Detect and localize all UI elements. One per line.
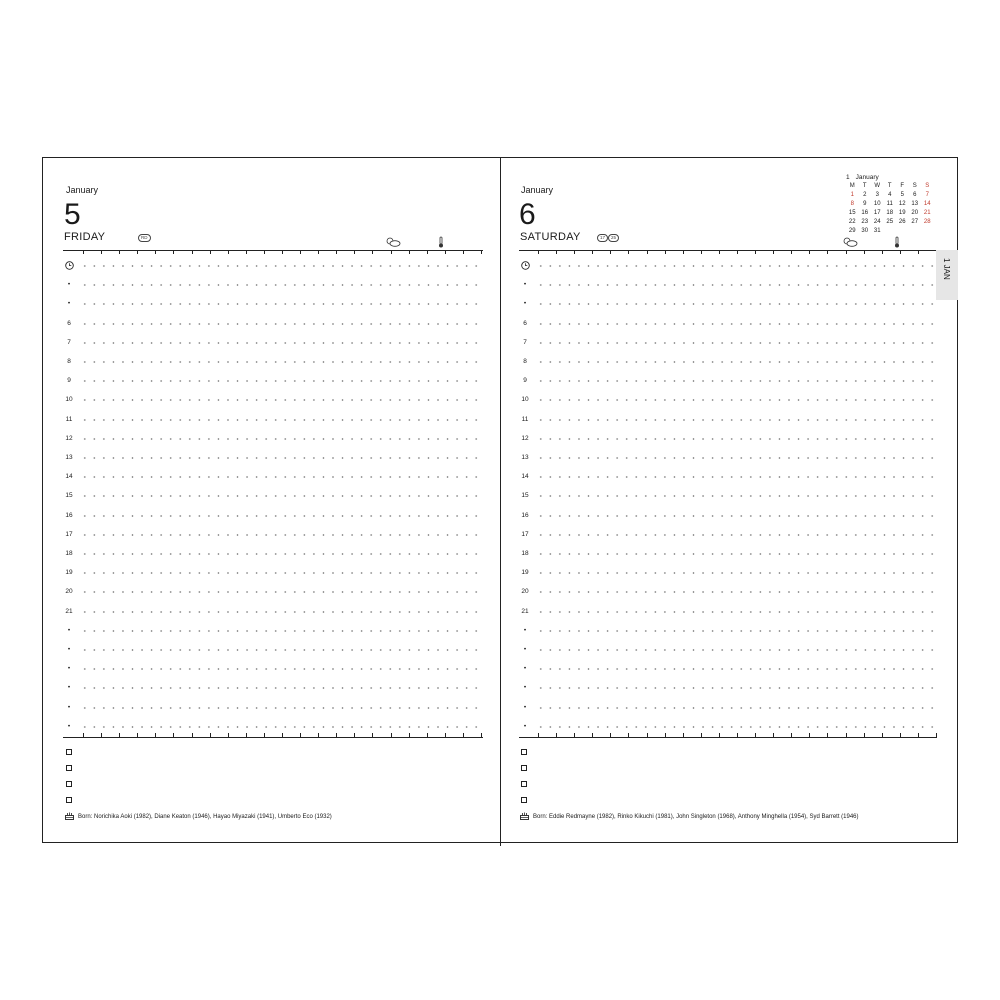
month-index-tab[interactable] bbox=[936, 250, 958, 300]
column-tick bbox=[318, 250, 319, 254]
column-tick bbox=[610, 250, 611, 254]
hour-label: 6 bbox=[67, 319, 71, 327]
dotted-row[interactable] bbox=[80, 323, 484, 325]
column-tick bbox=[701, 250, 702, 254]
column-tick bbox=[574, 250, 575, 254]
column-tick bbox=[336, 250, 337, 254]
column-tick bbox=[864, 733, 865, 737]
checkbox-icon[interactable] bbox=[521, 765, 527, 771]
dotted-row[interactable] bbox=[536, 611, 940, 613]
left-day-number: 5 bbox=[64, 198, 81, 231]
checkbox-icon[interactable] bbox=[66, 765, 72, 771]
right-badge-1: 17 bbox=[597, 234, 608, 242]
dotted-row[interactable] bbox=[80, 303, 484, 305]
hour-label: • bbox=[67, 703, 71, 711]
column-tick bbox=[773, 733, 774, 737]
dotted-row[interactable] bbox=[80, 534, 484, 536]
column-tick bbox=[900, 733, 901, 737]
column-tick bbox=[318, 733, 319, 737]
mini-calendar-date[interactable]: 7 bbox=[925, 192, 929, 198]
dotted-row[interactable] bbox=[536, 342, 940, 344]
dotted-row[interactable] bbox=[80, 476, 484, 478]
mini-calendar-date[interactable]: 25 bbox=[886, 219, 894, 225]
mini-calendar-date[interactable]: 12 bbox=[898, 201, 906, 207]
dotted-row[interactable] bbox=[536, 303, 940, 305]
hour-label: 11 bbox=[521, 415, 529, 423]
mini-calendar-date[interactable]: 30 bbox=[861, 228, 869, 234]
mini-calendar-weekday: M bbox=[849, 183, 855, 189]
column-tick bbox=[683, 733, 684, 737]
column-tick bbox=[481, 250, 482, 254]
dotted-row[interactable] bbox=[536, 323, 940, 325]
column-tick bbox=[918, 250, 919, 254]
mini-calendar-date[interactable]: 31 bbox=[873, 228, 881, 234]
hour-label: 18 bbox=[521, 550, 529, 557]
mini-calendar-weekday: W bbox=[874, 183, 881, 189]
mini-calendar-date[interactable]: 21 bbox=[923, 210, 931, 216]
dotted-row[interactable] bbox=[80, 707, 484, 709]
left-moon-badge: RD bbox=[138, 234, 151, 242]
dotted-row[interactable] bbox=[536, 419, 940, 421]
column-tick bbox=[481, 733, 482, 737]
column-tick bbox=[755, 733, 756, 737]
right-birthdays: Born: Eddie Redmayne (1982), Rinko Kikuchi (1981), John Singleton (1968), Anthony Minghella (1954), Syd Barrett (1946) bbox=[533, 814, 859, 820]
hour-label: 13 bbox=[521, 454, 529, 461]
hour-label: • bbox=[67, 626, 71, 634]
column-tick bbox=[372, 250, 373, 254]
dotted-row[interactable] bbox=[80, 649, 484, 651]
left-birthdays: Born: Norichika Aoki (1982), Diane Keaton (1946), Hayao Miyazaki (1941), Umberto Eco (1932) bbox=[78, 814, 332, 820]
hour-label: 6 bbox=[523, 319, 527, 327]
checkbox-icon[interactable] bbox=[66, 797, 72, 803]
hour-label: • bbox=[67, 300, 71, 308]
column-tick bbox=[409, 250, 410, 254]
column-tick bbox=[155, 250, 156, 254]
dotted-row[interactable] bbox=[536, 649, 940, 651]
mini-calendar-date[interactable]: 3 bbox=[875, 192, 879, 198]
thermometer-icon bbox=[893, 236, 901, 248]
hour-label: 20 bbox=[65, 588, 73, 596]
column-tick bbox=[846, 733, 847, 737]
column-tick bbox=[137, 733, 138, 737]
column-tick bbox=[173, 733, 174, 737]
thermometer-icon bbox=[437, 236, 445, 248]
dotted-row[interactable] bbox=[80, 399, 484, 401]
right-badge-2: 25 bbox=[608, 234, 619, 242]
left-month: January bbox=[66, 185, 99, 195]
column-tick bbox=[264, 250, 265, 254]
column-tick bbox=[354, 733, 355, 737]
hour-label: 10 bbox=[521, 396, 529, 404]
column-tick bbox=[683, 250, 684, 254]
mini-calendar-date bbox=[909, 228, 922, 235]
dotted-row[interactable] bbox=[536, 534, 940, 536]
hour-label: 21 bbox=[521, 607, 529, 615]
right-weekday: SATURDAY bbox=[520, 231, 581, 243]
cake-icon bbox=[65, 812, 74, 820]
mini-calendar-month-number: 1 bbox=[846, 174, 850, 181]
right-month: January bbox=[521, 185, 554, 195]
column-tick bbox=[463, 250, 464, 254]
column-tick bbox=[282, 250, 283, 254]
hour-label: 12 bbox=[521, 434, 529, 442]
column-tick bbox=[827, 733, 828, 737]
left-weekday: FRIDAY bbox=[64, 231, 106, 243]
column-tick bbox=[827, 250, 828, 254]
column-tick bbox=[882, 250, 883, 254]
column-tick bbox=[936, 733, 937, 737]
dotted-row[interactable] bbox=[536, 591, 940, 593]
column-tick bbox=[538, 250, 539, 254]
hour-label: 16 bbox=[521, 511, 529, 519]
column-tick bbox=[101, 733, 102, 737]
column-tick bbox=[409, 733, 410, 737]
mini-calendar-date bbox=[884, 228, 897, 235]
column-tick bbox=[391, 250, 392, 254]
hour-label: • bbox=[67, 665, 71, 673]
hour-label: • bbox=[67, 281, 71, 289]
mini-calendar-date[interactable]: 24 bbox=[873, 219, 881, 225]
dotted-row[interactable] bbox=[536, 726, 940, 728]
mini-calendar-weekday: T bbox=[887, 183, 892, 189]
hour-label: • bbox=[67, 646, 71, 653]
hour-label: 18 bbox=[65, 550, 73, 557]
hour-label: 14 bbox=[65, 473, 73, 481]
column-tick bbox=[336, 733, 337, 737]
mini-calendar-date[interactable]: 6 bbox=[913, 192, 917, 198]
mini-calendar-date[interactable]: 4 bbox=[888, 192, 892, 198]
mini-calendar-date bbox=[896, 228, 909, 235]
column-tick bbox=[155, 733, 156, 737]
column-tick bbox=[665, 250, 666, 254]
dotted-row[interactable] bbox=[80, 726, 484, 728]
dotted-row[interactable] bbox=[536, 707, 940, 709]
hour-label: 9 bbox=[67, 377, 71, 385]
hour-label: • bbox=[67, 684, 71, 692]
column-tick bbox=[647, 733, 648, 737]
column-tick bbox=[101, 250, 102, 254]
clock-icon bbox=[521, 261, 530, 270]
dotted-row[interactable] bbox=[80, 515, 484, 517]
hour-label: • bbox=[67, 722, 71, 730]
right-footer-rule bbox=[519, 737, 937, 738]
mini-calendar-month-name: January bbox=[855, 174, 879, 181]
checkbox-icon[interactable] bbox=[66, 749, 72, 755]
mini-calendar-weekday: S bbox=[912, 183, 917, 189]
mini-calendar-grid bbox=[846, 183, 934, 235]
column-tick bbox=[918, 733, 919, 737]
mini-calendar-date[interactable]: 1 bbox=[850, 192, 854, 198]
mini-calendar-date[interactable]: 10 bbox=[873, 201, 881, 207]
mini-calendar-date[interactable]: 20 bbox=[911, 210, 919, 216]
column-tick bbox=[755, 250, 756, 254]
column-tick bbox=[83, 250, 84, 254]
dotted-row[interactable] bbox=[536, 476, 940, 478]
column-tick bbox=[119, 733, 120, 737]
column-tick bbox=[463, 733, 464, 737]
weather-icon bbox=[385, 237, 401, 247]
mini-calendar-date[interactable]: 29 bbox=[848, 228, 856, 234]
dotted-row[interactable] bbox=[536, 361, 940, 363]
column-tick bbox=[119, 250, 120, 254]
mini-calendar-weekday: F bbox=[900, 183, 905, 189]
dotted-row[interactable] bbox=[536, 630, 940, 632]
dotted-row[interactable] bbox=[536, 515, 940, 517]
hour-label: 10 bbox=[65, 396, 73, 404]
dotted-row[interactable] bbox=[80, 361, 484, 363]
checkbox-icon[interactable] bbox=[521, 797, 527, 803]
cake-icon bbox=[520, 812, 529, 820]
column-tick bbox=[210, 733, 211, 737]
column-tick bbox=[574, 733, 575, 737]
column-tick bbox=[737, 250, 738, 254]
dotted-row[interactable] bbox=[80, 380, 484, 382]
column-tick bbox=[592, 250, 593, 254]
hour-label: 7 bbox=[523, 338, 527, 346]
column-tick bbox=[427, 733, 428, 737]
mini-calendar-date[interactable]: 18 bbox=[886, 210, 894, 216]
hour-label: 19 bbox=[521, 569, 529, 577]
dotted-row[interactable] bbox=[80, 630, 484, 632]
column-tick bbox=[556, 733, 557, 737]
mini-calendar-date[interactable]: 19 bbox=[898, 210, 906, 216]
hour-label: • bbox=[523, 300, 527, 308]
column-tick bbox=[882, 733, 883, 737]
column-tick bbox=[372, 733, 373, 737]
mini-calendar-date[interactable]: 5 bbox=[900, 192, 904, 198]
hour-label: 17 bbox=[65, 530, 73, 538]
hour-label: 16 bbox=[65, 511, 73, 519]
column-tick bbox=[701, 733, 702, 737]
column-tick bbox=[737, 733, 738, 737]
spine bbox=[500, 157, 501, 846]
hour-label: 13 bbox=[65, 454, 73, 461]
column-tick bbox=[592, 733, 593, 737]
column-tick bbox=[791, 733, 792, 737]
mini-calendar bbox=[846, 174, 934, 235]
dotted-row[interactable] bbox=[536, 399, 940, 401]
hour-label: • bbox=[523, 281, 527, 289]
hour-label: • bbox=[523, 665, 527, 673]
hour-label: • bbox=[523, 684, 527, 692]
column-tick bbox=[445, 250, 446, 254]
column-tick bbox=[427, 250, 428, 254]
mini-calendar-date[interactable]: 15 bbox=[848, 210, 856, 216]
dotted-row[interactable] bbox=[536, 668, 940, 670]
hour-label: 7 bbox=[67, 338, 71, 346]
column-tick bbox=[665, 733, 666, 737]
column-tick bbox=[900, 250, 901, 254]
column-tick bbox=[719, 733, 720, 737]
column-tick bbox=[228, 733, 229, 737]
dotted-row[interactable] bbox=[536, 687, 940, 689]
column-tick bbox=[83, 733, 84, 737]
column-tick bbox=[628, 250, 629, 254]
hour-label: 17 bbox=[521, 530, 529, 538]
dotted-row[interactable] bbox=[536, 457, 940, 459]
right-day-number: 6 bbox=[519, 198, 536, 231]
hour-label: 15 bbox=[521, 492, 529, 500]
dotted-row[interactable] bbox=[80, 495, 484, 497]
column-tick bbox=[300, 733, 301, 737]
clock-icon bbox=[65, 261, 74, 270]
right-header-rule bbox=[519, 250, 937, 251]
mini-calendar-date bbox=[921, 228, 934, 235]
column-tick bbox=[864, 250, 865, 254]
column-tick bbox=[282, 733, 283, 737]
column-tick bbox=[192, 250, 193, 254]
dotted-row[interactable] bbox=[80, 342, 484, 344]
column-tick bbox=[846, 250, 847, 254]
mini-calendar-date[interactable]: 17 bbox=[873, 210, 881, 216]
column-tick bbox=[137, 250, 138, 254]
dotted-row[interactable] bbox=[80, 457, 484, 459]
column-tick bbox=[809, 733, 810, 737]
dotted-row[interactable] bbox=[80, 591, 484, 593]
column-tick bbox=[773, 250, 774, 254]
mini-calendar-date[interactable]: 28 bbox=[923, 219, 931, 225]
mini-calendar-date[interactable]: 14 bbox=[923, 201, 931, 207]
hour-label: 8 bbox=[67, 358, 71, 365]
column-tick bbox=[719, 250, 720, 254]
hour-label: 19 bbox=[65, 569, 73, 577]
column-tick bbox=[354, 250, 355, 254]
column-tick bbox=[192, 733, 193, 737]
weather-icon bbox=[842, 237, 858, 247]
dotted-row[interactable] bbox=[80, 572, 484, 574]
mini-calendar-date[interactable]: 9 bbox=[863, 201, 867, 207]
checkbox-icon[interactable] bbox=[66, 781, 72, 787]
column-tick bbox=[809, 250, 810, 254]
dotted-row[interactable] bbox=[80, 668, 484, 670]
dotted-row[interactable] bbox=[80, 284, 484, 286]
hour-label: 21 bbox=[65, 607, 73, 615]
mini-calendar-date[interactable]: 13 bbox=[911, 201, 919, 207]
mini-calendar-date[interactable]: 23 bbox=[861, 219, 869, 225]
column-tick bbox=[228, 250, 229, 254]
hour-label: • bbox=[523, 626, 527, 634]
dotted-row[interactable] bbox=[536, 495, 940, 497]
column-tick bbox=[628, 733, 629, 737]
hour-label: 14 bbox=[521, 473, 529, 481]
column-tick bbox=[391, 733, 392, 737]
checkbox-icon[interactable] bbox=[521, 781, 527, 787]
hour-label: 15 bbox=[65, 492, 73, 500]
left-footer-rule bbox=[63, 737, 483, 738]
hour-label: 11 bbox=[65, 415, 73, 423]
hour-label: 9 bbox=[523, 377, 527, 385]
hour-label: • bbox=[523, 722, 527, 730]
dotted-row[interactable] bbox=[536, 380, 940, 382]
checkbox-icon[interactable] bbox=[521, 749, 527, 755]
mini-calendar-date[interactable]: 27 bbox=[911, 219, 919, 225]
mini-calendar-date[interactable]: 16 bbox=[861, 210, 869, 216]
mini-calendar-weekday: T bbox=[862, 183, 867, 189]
column-tick bbox=[246, 733, 247, 737]
column-tick bbox=[173, 250, 174, 254]
column-tick bbox=[445, 733, 446, 737]
hour-label: • bbox=[523, 646, 527, 653]
mini-calendar-date[interactable]: 22 bbox=[848, 219, 856, 225]
hour-label: • bbox=[523, 703, 527, 711]
column-tick bbox=[246, 250, 247, 254]
column-tick bbox=[264, 733, 265, 737]
mini-calendar-date[interactable]: 26 bbox=[898, 219, 906, 225]
month-index-tab-label: 1 JAN bbox=[942, 258, 951, 280]
dotted-row[interactable] bbox=[80, 419, 484, 421]
column-tick bbox=[210, 250, 211, 254]
mini-calendar-weekday: S bbox=[925, 183, 930, 189]
mini-calendar-date[interactable]: 11 bbox=[886, 201, 893, 207]
dotted-row[interactable] bbox=[536, 438, 940, 440]
column-tick bbox=[791, 250, 792, 254]
hour-label: 20 bbox=[521, 588, 529, 596]
dotted-row[interactable] bbox=[80, 687, 484, 689]
hour-label: 8 bbox=[523, 358, 527, 365]
dotted-row[interactable] bbox=[80, 611, 484, 613]
dotted-row[interactable] bbox=[80, 438, 484, 440]
mini-calendar-date[interactable]: 8 bbox=[850, 201, 854, 207]
column-tick bbox=[556, 250, 557, 254]
mini-calendar-date[interactable]: 2 bbox=[863, 192, 867, 198]
column-tick bbox=[610, 733, 611, 737]
dotted-row[interactable] bbox=[536, 572, 940, 574]
dotted-row[interactable] bbox=[536, 553, 940, 555]
column-tick bbox=[647, 250, 648, 254]
dotted-row[interactable] bbox=[536, 284, 940, 286]
dotted-row[interactable] bbox=[536, 265, 940, 267]
dotted-row[interactable] bbox=[80, 553, 484, 555]
dotted-row[interactable] bbox=[80, 265, 484, 267]
left-header-rule bbox=[63, 250, 483, 251]
hour-label: 12 bbox=[65, 434, 73, 442]
column-tick bbox=[300, 250, 301, 254]
column-tick bbox=[538, 733, 539, 737]
